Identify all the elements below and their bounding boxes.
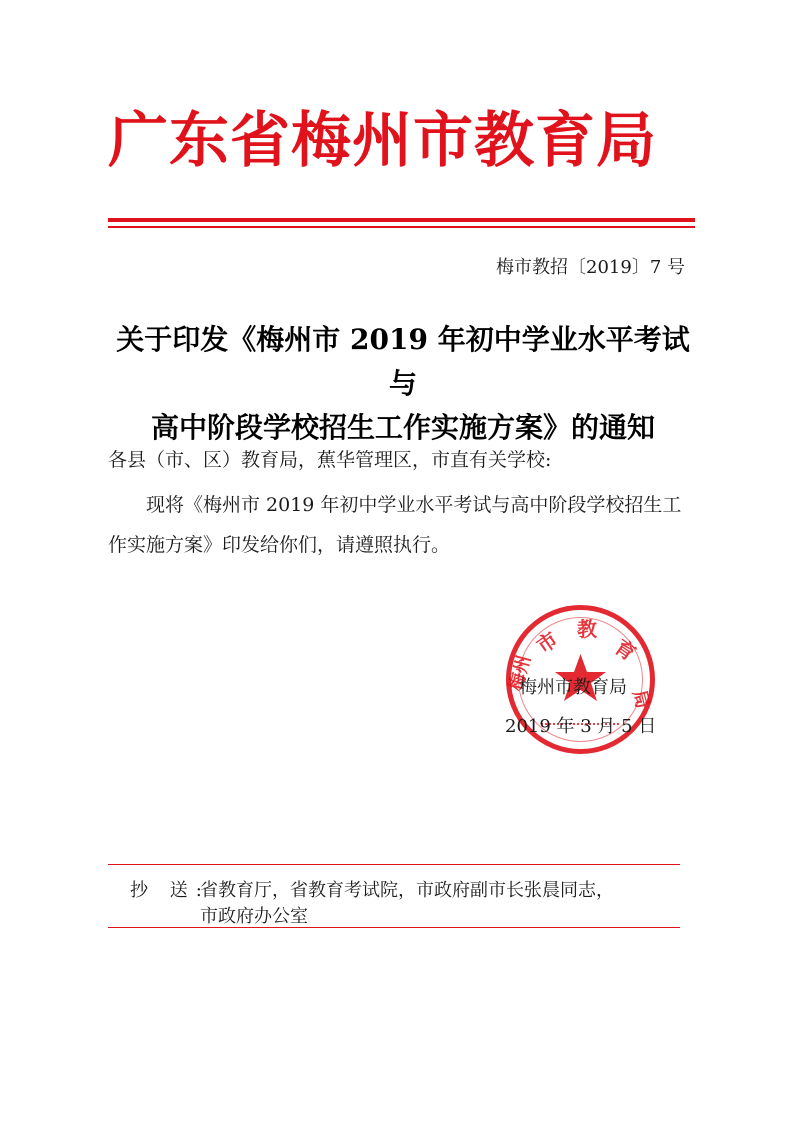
sign-date: 2019 年 3 月 5 日 <box>505 716 657 737</box>
signer: 梅州市教育局 <box>519 677 627 698</box>
svg-text:梅州: 梅州 <box>505 653 536 694</box>
issuer-banner: 广东省梅州市教育局 <box>108 106 657 176</box>
svg-text:市: 市 <box>532 626 563 659</box>
cc-top-rule <box>108 864 680 865</box>
body-paragraph: 现将《梅州市 2019 年初中学业水平考试与高中阶段学校招生工作实施方案》印发给你们，请遵照执行。 <box>108 494 682 556</box>
salutation: 各县（市、区）教育局，蕉华管理区，市直有关学校: <box>108 449 552 471</box>
cc-recipients-line2: 市政府办公室 <box>200 906 308 927</box>
svg-text:局: 局 <box>628 687 654 711</box>
document-title-line2: 高中阶段学校招生工作实施方案》的通知 <box>150 411 655 444</box>
cc-bottom-rule <box>108 927 680 928</box>
cc-recipients-line1: 省教育厅，省教育考试院，市政府副市长张晨同志， <box>200 880 614 901</box>
header-red-rule-thick <box>108 218 695 222</box>
document-number: 梅市教招〔2019〕7 号 <box>496 257 685 278</box>
svg-text:育: 育 <box>610 634 641 666</box>
document-title <box>108 318 698 450</box>
header-red-rule-thin <box>108 226 695 228</box>
document-title-line1: 关于印发《梅州市 2019 年初中学业水平考试与 <box>116 323 690 400</box>
svg-text:教: 教 <box>577 617 597 641</box>
cc-label: 抄 送: <box>130 880 210 901</box>
